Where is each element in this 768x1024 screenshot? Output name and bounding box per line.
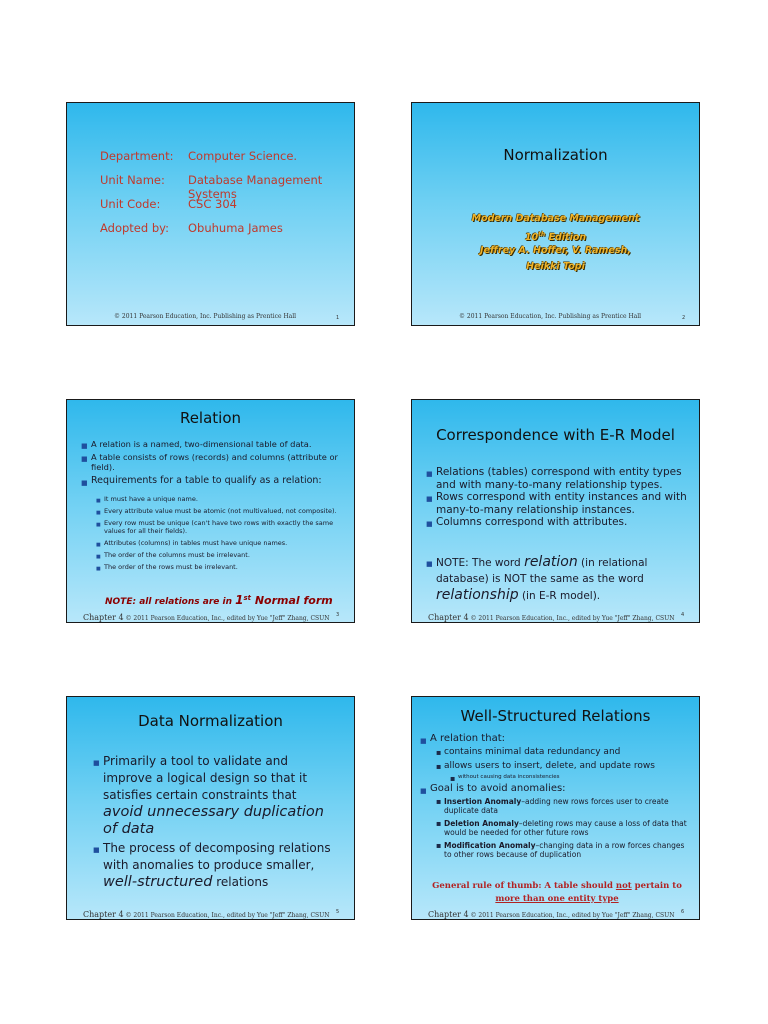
slide-2 [411,102,700,326]
list-item: ▪ Modification Anomaly–changing data in a row forces changes to other rows because of duplication [444,841,692,859]
slide-6 [411,696,700,920]
list-item: ■ It must have a unique name. [104,495,341,503]
normal-form-note: NOTE: all relations are in 1st Normal form [105,593,333,607]
slide-footer: Chapter 4 © 2011 Pearson Education, Inc., edited by Yue "Jeff" Zhang, CSUN [83,910,330,919]
slide-title: Data Normalization [138,712,283,730]
slide-4 [411,399,700,623]
sub-list [104,495,341,575]
unit-name-value: Database Management Systems [188,173,323,201]
list-item: ■ Every row must be unique (can't have two rows with exactly the same values for all their fields). [104,519,341,535]
page-number: 3 [336,612,340,618]
page-number: 4 [681,612,685,618]
slide-5 [66,696,355,920]
book-authors: Jeffrey A. Hoffer, V. Ramesh, [480,245,631,256]
slide-footer: Chapter 4 © 2011 Pearson Education, Inc., edited by Yue "Jeff" Zhang, CSUN [428,613,675,622]
list-item: ■ Columns correspond with attributes. [436,516,692,529]
list-item: ■ The process of decomposing relations with anomalies to produce smaller, well-structured relations [103,840,337,891]
slide-footer: Chapter 4 © 2011 Pearson Education, Inc., edited by Yue "Jeff" Zhang, CSUN [83,613,330,622]
book-title: Modern Database Management [471,213,640,224]
unit-code-value: CSC 304 [188,197,237,211]
slide-title: Well-Structured Relations [460,707,651,725]
bullet-list [430,733,692,859]
list-item: ■ A table consists of rows (records) and columns (attribute or field). [91,452,343,472]
list-item: ▪ without causing data inconsistencies [458,774,692,780]
book-authors-2: Heikki Topi [526,261,585,272]
page-number: 1 [336,315,340,321]
list-item: ▪ contains minimal data redundancy and [444,747,692,758]
slide-footer: © 2011 Pearson Education, Inc. Publishing as Prentice Hall [459,313,642,320]
slide-1 [66,102,355,326]
list-item: ■ Rows correspond with entity instances and with many-to-many relationship instances. [436,491,692,516]
list-item: ■ Requirements for a table to qualify as a relation: [91,475,343,487]
book-edition: 10th Edition [524,231,587,244]
list-item: ■ Primarily a tool to validate and improve a logical design so that it satisfies certain constraints that avoid unnecessary duplication of data [103,753,337,838]
list-item: ▪ Deletion Anomaly–deleting rows may cause a loss of data that would be needed for other future rows [444,819,692,837]
list-item: ■ Attributes (columns) in tables must have unique names. [104,539,341,547]
unit-code-label: Unit Code: [100,197,161,211]
department-value: Computer Science. [188,149,298,163]
list-item: ▪ Insertion Anomaly–adding new rows forces user to create duplicate data [444,797,692,815]
page-number: 2 [682,315,686,321]
list-item: ▪ allows users to insert, delete, and update rows [444,761,692,772]
slide-footer: Chapter 4 © 2011 Pearson Education, Inc., edited by Yue "Jeff" Zhang, CSUN [428,910,675,919]
list-item: ■ Relations (tables) correspond with entity types and with many-to-many relationship types. [436,466,692,491]
bullet-list [436,466,692,529]
list-item: ■ The order of the rows must be irrelevant. [104,563,341,571]
slide-3 [66,399,355,623]
list-item: ■ A relation is a named, two-dimensional table of data. [91,439,343,449]
list-item: ■ A relation that: [430,733,692,745]
page-number: 5 [336,909,340,915]
page-number: 6 [681,909,685,915]
slide-title: Correspondence with E-R Model [436,426,675,444]
rule-of-thumb: General rule of thumb: A table should not pertain to more than one entity type [432,881,682,904]
department-label: Department: [100,149,174,163]
slide-title: Normalization [503,146,608,164]
adopted-by-label: Adopted by: [100,221,169,235]
list-item: ■ Goal is to avoid anomalies: [430,783,692,795]
note-block [436,554,686,604]
unit-name-label: Unit Name: [100,173,165,187]
list-item: ■ The order of the columns must be irrelevant. [104,551,341,559]
adopted-by-value: Obuhuma James [188,221,283,235]
slide-footer: © 2011 Pearson Education, Inc. Publishing as Prentice Hall [114,313,297,320]
list-item: ■ Every attribute value must be atomic (not multivalued, not composite). [104,507,341,515]
bullet-list [103,753,337,891]
slide-title: Relation [179,409,242,427]
bullet-list [91,439,343,490]
note-text: ■ NOTE: The word relation (in relational database) is NOT the same as the word relationship (in E-R model). [436,554,686,604]
